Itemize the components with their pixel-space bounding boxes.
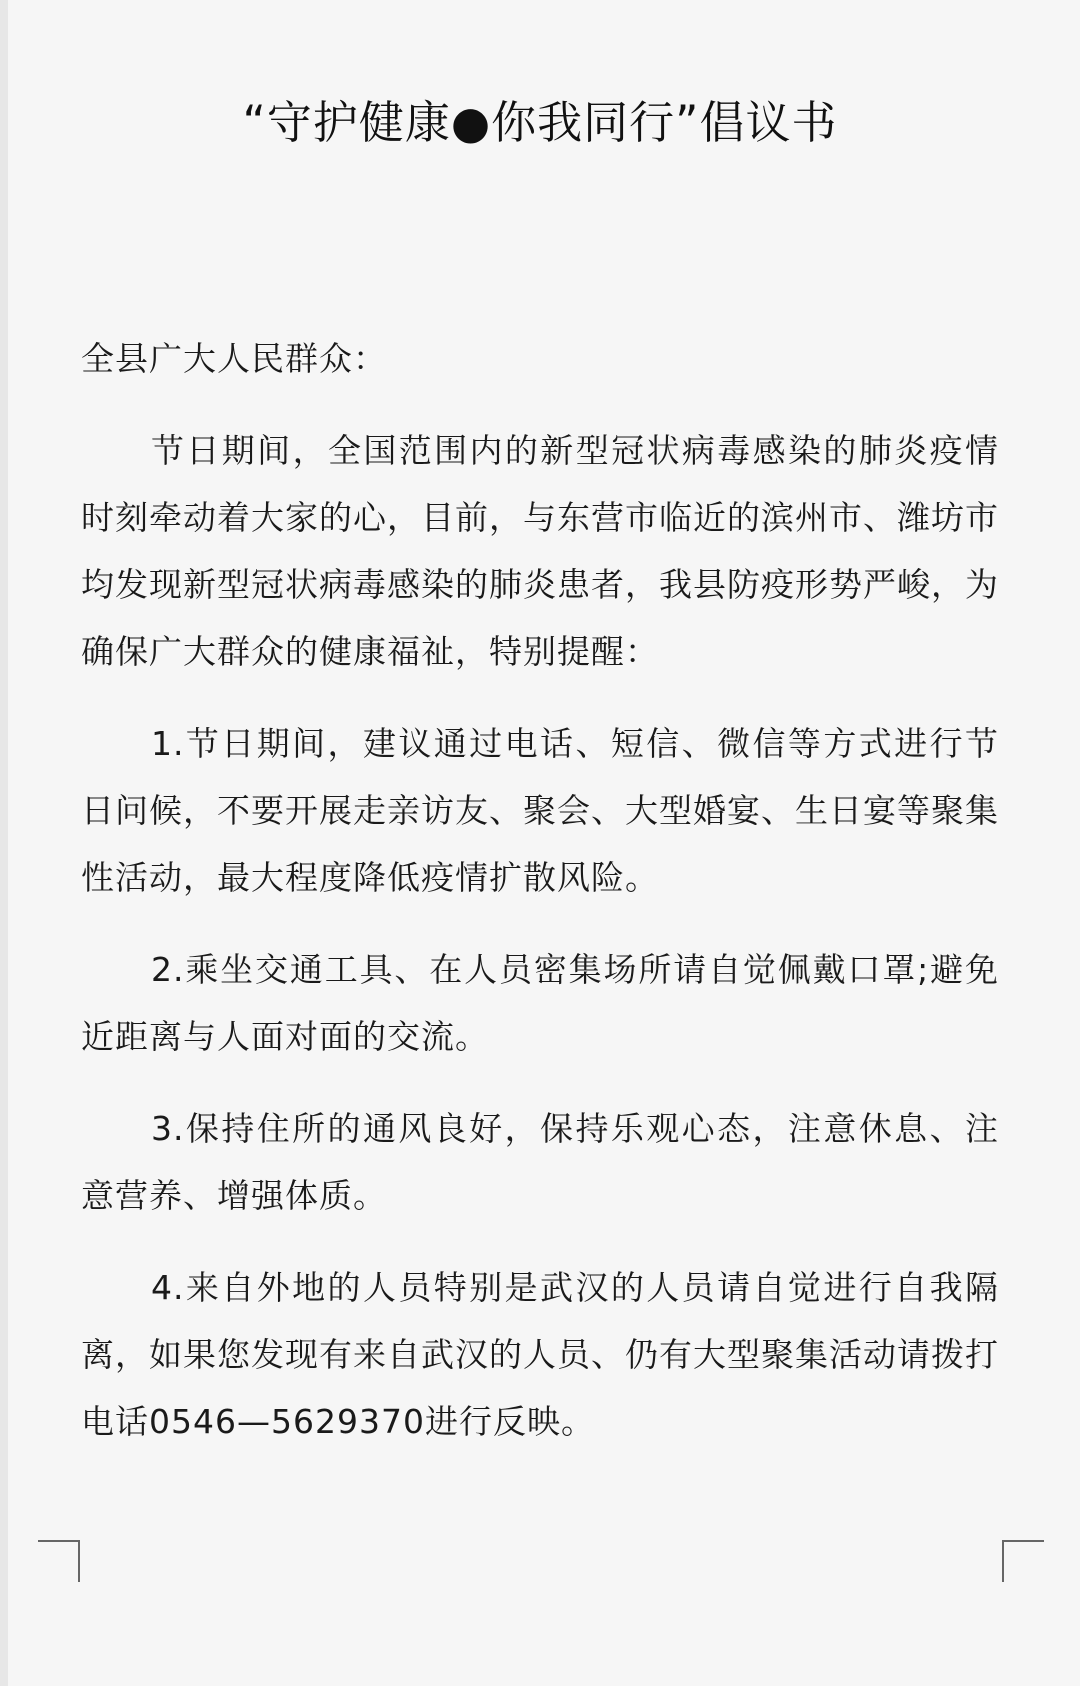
list-item: 2.乘坐交通工具、在人员密集场所请自觉佩戴口罩;避免近距离与人面对面的交流。: [81, 950, 999, 1056]
page-corner-mark-left: [38, 1540, 80, 1582]
document-title: “守护健康●你我同行”倡议书: [242, 96, 838, 149]
list-item: 3.保持住所的通风良好，保持乐观心态，注意休息、注意营养、增强体质。: [81, 1109, 999, 1215]
page-corner-mark-right: [1002, 1540, 1044, 1582]
list-item: 4.来自外地的人员特别是武汉的人员请自觉进行自我隔离，如果您发现有来自武汉的人员、仍有大型聚集活动请拨打电话0546—5629370进行反映。: [81, 1268, 999, 1441]
document-body: [81, 92, 999, 1455]
list-item: 1.节日期间，建议通过电话、短信、微信等方式进行节日问候，不要开展走亲访友、聚会、大型婚宴、生日宴等聚集性活动，最大程度降低疫情扩散风险。: [81, 724, 999, 897]
page-left-edge: [0, 0, 8, 1686]
intro-paragraph: 节日期间，全国范围内的新型冠状病毒感染的肺炎疫情时刻牵动着大家的心，目前，与东营市临近的滨州市、潍坊市均发现新型冠状病毒感染的肺炎患者，我县防疫形势严峻，为确保广大群众的健康福祉，特别提醒：: [81, 431, 999, 671]
salutation: 全县广大人民群众：: [81, 339, 387, 378]
